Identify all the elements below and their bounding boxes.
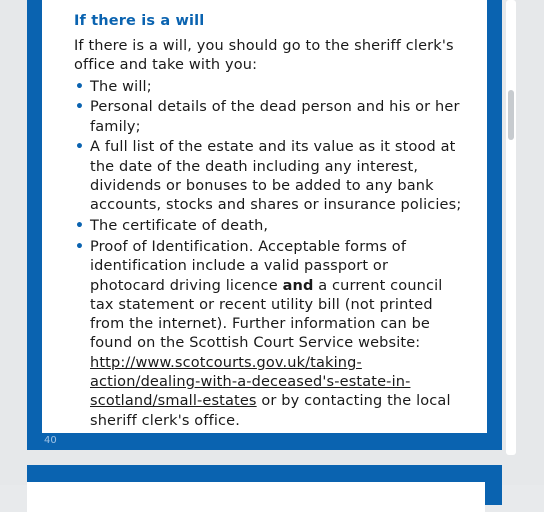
list-item bbox=[74, 138, 464, 215]
intro-paragraph: If there is a will, you should go to the sheriff clerk's office and take with you: bbox=[74, 38, 454, 74]
list-item bbox=[74, 238, 464, 431]
proof-text-continued: a current council tax statement or recent utility bill (not printed from the internet). Further information can be found on the Scottish Court Service website: bbox=[90, 277, 443, 352]
list-item-text: The certificate of death, bbox=[90, 218, 269, 235]
list-item bbox=[74, 98, 464, 137]
section-heading: If there is a will bbox=[74, 13, 205, 29]
bullet-icon: • bbox=[75, 78, 85, 95]
proof-text: Proof of Identification. Acceptable forms of identification include a valid passport or photocard driving licence bbox=[90, 238, 407, 294]
list-item-text: Personal details of the dead person and his or her family; bbox=[90, 99, 460, 135]
bullet-icon: • bbox=[75, 218, 85, 235]
list-item bbox=[74, 78, 464, 97]
scrollbar-track[interactable] bbox=[506, 0, 516, 455]
requirements-list bbox=[74, 78, 464, 431]
bullet-icon: • bbox=[75, 238, 85, 255]
page-number: 40 bbox=[44, 435, 57, 446]
bullet-icon: • bbox=[75, 139, 85, 156]
list-item-text: A full list of the estate and its value as it stood at the date of the death including any interest, dividends or bonuses to be added to any bank accounts, stocks and shares or insurance policies; bbox=[90, 139, 462, 214]
page-footer bbox=[27, 433, 502, 450]
emphasis-and: and bbox=[282, 277, 314, 294]
list-item bbox=[74, 217, 464, 236]
scrollbar-thumb[interactable] bbox=[508, 90, 514, 140]
next-page-body bbox=[27, 482, 485, 512]
scotcourts-link[interactable]: http://www.scotcourts.gov.uk/taking-action/dealing-with-a-deceased's-estate-in-scotland/small-estates bbox=[90, 354, 411, 410]
proof-text-end: or by contacting the local sheriff clerk's office. bbox=[90, 393, 451, 429]
bullet-icon: • bbox=[75, 99, 85, 116]
page-content bbox=[74, 12, 464, 432]
page-body bbox=[42, 0, 487, 433]
list-item-text: The will; bbox=[90, 78, 152, 95]
list-item-text bbox=[90, 239, 451, 429]
document-page bbox=[27, 0, 502, 450]
next-document-page bbox=[27, 465, 502, 505]
